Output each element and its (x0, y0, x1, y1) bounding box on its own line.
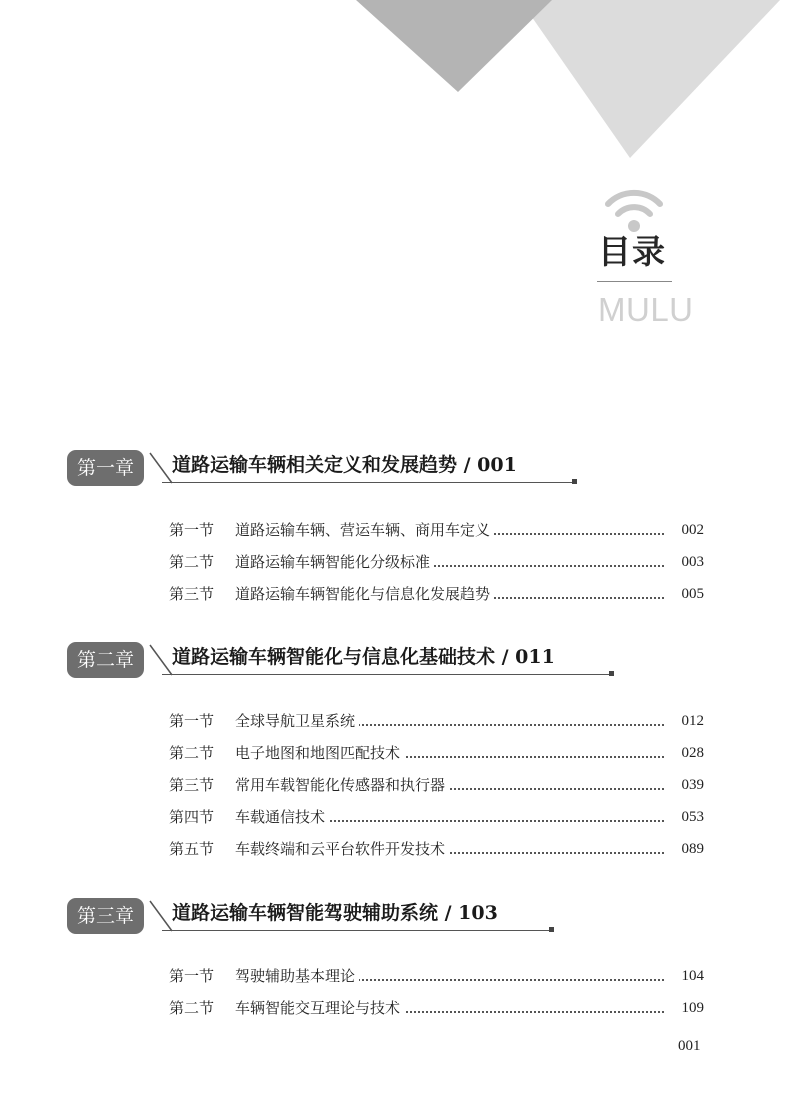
slash-decoration (148, 450, 174, 486)
chapter-underline (162, 930, 552, 931)
toc-entry[interactable] (169, 742, 704, 764)
page-number: 001 (678, 1038, 701, 1054)
section-title: 全球导航卫星系统 (235, 710, 359, 732)
chapter-title: 道路运输车辆智能化与信息化基础技术 / 011 (172, 646, 555, 668)
section-title: 道路运输车辆、营运车辆、商用车定义 (235, 519, 494, 541)
chapter-tag: 第一章 (67, 450, 144, 486)
section-page: 104 (681, 968, 704, 984)
slash-decoration (148, 642, 174, 678)
wifi-icon (604, 186, 664, 236)
chapter-underline (162, 482, 575, 483)
section-label: 第二节 (169, 744, 215, 762)
title-divider (597, 281, 672, 282)
chapter-title: 道路运输车辆相关定义和发展趋势 / 001 (172, 454, 517, 476)
section-label: 第一节 (169, 521, 215, 539)
section-page: 005 (681, 586, 704, 602)
section-label: 第五节 (169, 840, 215, 858)
section-title: 车载终端和云平台软件开发技术 (235, 838, 449, 860)
section-page: 053 (681, 809, 704, 825)
section-page: 089 (681, 841, 704, 857)
section-title: 常用车载智能化传感器和执行器 (235, 774, 449, 796)
slash-decoration (148, 898, 174, 934)
page-subtitle: MULU (598, 291, 694, 328)
chapter-end-mark (572, 479, 577, 484)
section-page: 109 (681, 1000, 704, 1016)
section-title: 道路运输车辆智能化分级标准 (235, 551, 434, 573)
chapter-underline (162, 674, 612, 675)
section-page: 039 (681, 777, 704, 793)
toc-entry[interactable] (169, 965, 704, 987)
toc-entry[interactable] (169, 551, 704, 573)
toc-entry[interactable] (169, 997, 704, 1019)
section-page: 002 (681, 522, 704, 538)
section-page: 028 (681, 745, 704, 761)
section-title: 道路运输车辆智能化与信息化发展趋势 (235, 583, 494, 605)
section-title: 车辆智能交互理论与技术 (235, 997, 404, 1019)
section-title: 驾驶辅助基本理论 (235, 965, 359, 987)
toc-entry[interactable] (169, 710, 704, 732)
toc-entry[interactable] (169, 519, 704, 541)
section-title: 车载通信技术 (235, 806, 329, 828)
chapter-end-mark (549, 927, 554, 932)
chapter-title: 道路运输车辆智能驾驶辅助系统 / 103 (172, 902, 498, 924)
decorative-triangles (0, 0, 790, 170)
section-label: 第三节 (169, 776, 215, 794)
toc-entry[interactable] (169, 774, 704, 796)
chapter-tag: 第三章 (67, 898, 144, 934)
toc-entry[interactable] (169, 806, 704, 828)
section-label: 第四节 (169, 808, 215, 826)
section-label: 第一节 (169, 712, 215, 730)
page-title: 目录 (598, 232, 666, 271)
chapter-end-mark (609, 671, 614, 676)
section-title: 电子地图和地图匹配技术 (235, 742, 404, 764)
toc-entry[interactable] (169, 583, 704, 605)
section-label: 第二节 (169, 999, 215, 1017)
section-page: 012 (681, 713, 704, 729)
section-label: 第二节 (169, 553, 215, 571)
toc-entry[interactable] (169, 838, 704, 860)
section-label: 第一节 (169, 967, 215, 985)
chapter-tag: 第二章 (67, 642, 144, 678)
section-label: 第三节 (169, 585, 215, 603)
section-page: 003 (681, 554, 704, 570)
